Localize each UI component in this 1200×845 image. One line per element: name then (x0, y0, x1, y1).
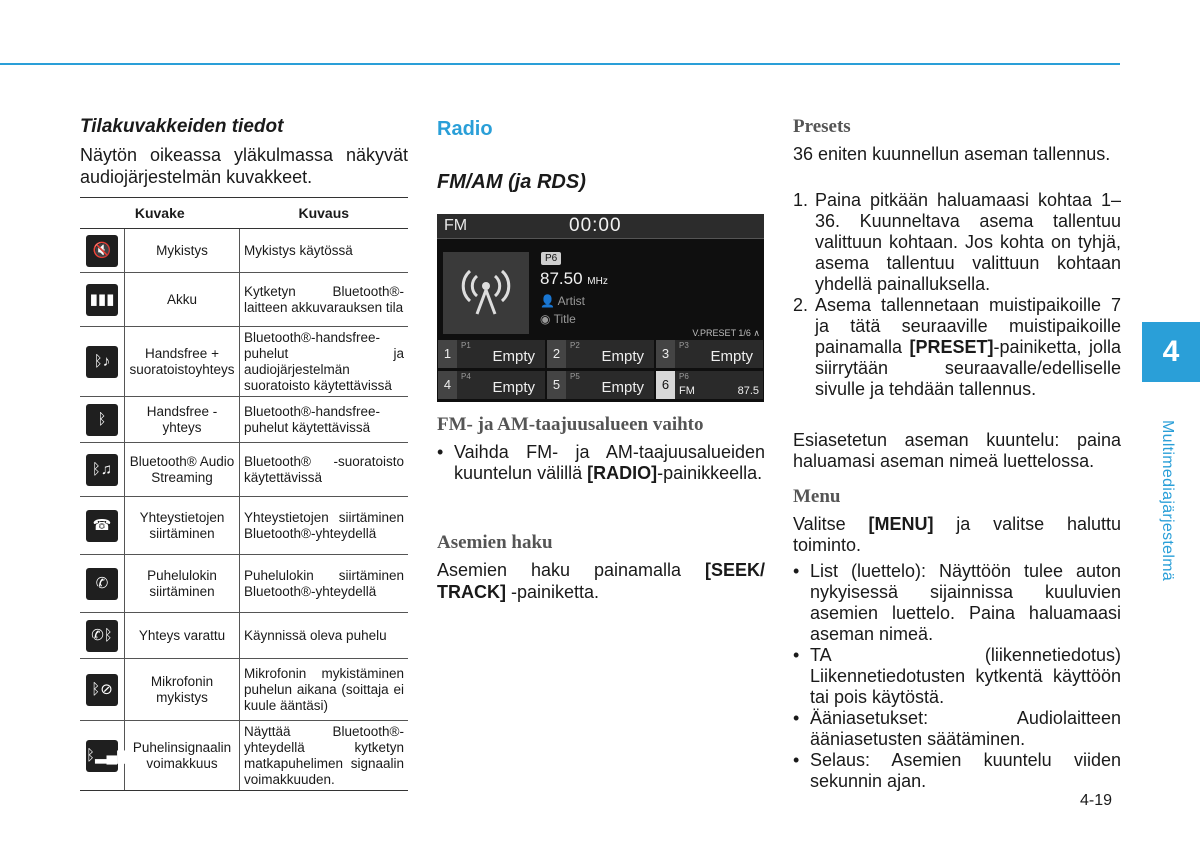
presets-steps (793, 190, 1121, 400)
preset-number: 6 (656, 371, 675, 399)
step-number: 2. (793, 295, 809, 315)
table-row (80, 327, 408, 397)
menu-items-list (793, 561, 1121, 792)
battery-icon: ▮▮▮ (86, 284, 118, 316)
row-name: Handsfree -yhteys (125, 397, 240, 443)
preset-label: Empty (710, 348, 753, 365)
title-line (540, 312, 576, 326)
radio-key: [RADIO] (587, 463, 658, 483)
row-desc: Yhteystietojen siirtäminen Bluetooth®-yhteydellä (240, 497, 409, 555)
person-icon: 👤 (540, 294, 555, 308)
preset-number: 5 (547, 371, 566, 399)
list-item: • Selaus: Asemien kuuntelu viiden sekunnin ajan. (793, 750, 1121, 792)
bluetooth-audio-icon: ᛒ♫ (86, 454, 118, 486)
presets-heading: Presets (793, 116, 851, 137)
chapter-label: Multimediajärjestelmä (1159, 420, 1176, 582)
preset-button-4[interactable] (438, 371, 545, 399)
row-desc: Mykistys käytössä (240, 229, 409, 273)
title-text: Title (553, 312, 576, 326)
preset-label: Empty (492, 348, 535, 365)
preset-code: P3 (679, 341, 689, 350)
row-name: Puhelulokin siirtäminen (125, 555, 240, 613)
status-icons-intro: Näytön oikeassa yläkulmassa näkyvät audiojärjestelmän kuvakkeet. (80, 145, 408, 187)
row-desc: Käynnissä oleva puhelu (240, 613, 409, 659)
preset-number: 2 (547, 340, 566, 368)
menu-key: [MENU] (868, 514, 934, 534)
table-row (80, 555, 408, 613)
band-label: FM (444, 217, 468, 234)
radio-heading: Radio (437, 118, 493, 140)
seek-track-key: [SEEK/ TRACK] (437, 560, 765, 602)
contacts-transfer-icon: ☎ (86, 510, 118, 542)
row-name: Yhteystietojen siirtäminen (125, 497, 240, 555)
preset-label: Empty (601, 348, 644, 365)
preset-button-3[interactable] (656, 340, 763, 368)
preset-label: Empty (492, 379, 535, 396)
fm-am-subheading: FM/AM (ja RDS) (437, 171, 586, 193)
list-item (793, 295, 1121, 400)
search-text: Asemien haku painamalla (437, 560, 705, 580)
row-desc: Puhelulokin siirtäminen Bluetooth®-yhteydellä (240, 555, 409, 613)
band-switch-list (437, 442, 765, 484)
table-row (80, 443, 408, 497)
table-header-icon: Kuvake (80, 198, 240, 229)
table-row (80, 613, 408, 659)
mic-mute-icon: ᛒ⊘ (86, 674, 118, 706)
row-desc: Kytketyn Bluetooth®-laitteen akkuvarauksen tila (240, 273, 409, 327)
preset-button-6[interactable] (656, 371, 763, 399)
table-row (80, 397, 408, 443)
preset-number: 1 (438, 340, 457, 368)
preset-code: P2 (570, 341, 580, 350)
preset-code: P4 (461, 372, 471, 381)
table-header-desc: Kuvaus (240, 198, 409, 229)
frequency-unit: MHz (587, 276, 608, 287)
status-icons-heading: Tilakuvakkeiden tiedot (80, 116, 284, 137)
bullet-text: Vaihda FM- ja AM-taajuusalueiden kuuntelun välillä (454, 442, 765, 483)
frequency-display (540, 269, 608, 289)
menu-intro (793, 514, 1121, 556)
row-name: Mikrofonin mykistys (125, 659, 240, 721)
menu-text: ja valitse haluttu toiminto. (793, 514, 1121, 555)
step-text: Asema tallennetaan muistipaikoille 7 ja tätä seuraaville muistipaikoille painamalla (815, 295, 1121, 357)
preset-button-2[interactable] (547, 340, 654, 368)
frequency-value: 87.50 (540, 269, 583, 288)
album-art (443, 252, 529, 334)
bluetooth-handsfree-icon: ᛒ (86, 404, 118, 436)
presets-intro: 36 eniten kuunnellun aseman tallennus. (793, 144, 1111, 164)
preset-label: Empty (601, 379, 644, 396)
preset-button-1[interactable] (438, 340, 545, 368)
preset-button-5[interactable] (547, 371, 654, 399)
table-row (80, 229, 408, 273)
list-item: • List (luettelo): Näyttöön tulee auton nykyisessä sijainnissa kuuluvien asemien luettelo. Paina haluamaasi aseman nimeä. (793, 561, 1121, 645)
preset-number: 4 (438, 371, 457, 399)
mute-icon: 🔇 (86, 235, 118, 267)
artist-line (540, 294, 585, 308)
table-row (80, 273, 408, 327)
row-desc: Bluetooth® -suoratoisto käytettävissä (240, 443, 409, 497)
preset-number: 3 (656, 340, 675, 368)
row-name: Puhelinsignaalin voimakkuus (125, 721, 240, 791)
title-icon: ◉ (540, 312, 551, 326)
preset-frequency: 87.5 (737, 385, 759, 397)
status-icons-section (80, 116, 408, 188)
menu-heading: Menu (793, 486, 841, 507)
station-search-text (437, 559, 765, 603)
list-item: • TA (liikennetiedotus) Liikennetiedotusten kytkentä käyttöön tai pois käytöstä. (793, 645, 1121, 708)
status-icons-table (80, 197, 408, 791)
station-search-heading: Asemien haku (437, 532, 553, 553)
row-desc: Mikrofonin mykistäminen puhelun aikana (soittaja ei kuule ääntäsi) (240, 659, 409, 721)
table-row (80, 721, 408, 791)
bullet-text: -painikkeella. (657, 463, 763, 483)
clock: 00:00 (569, 215, 622, 236)
preset-code: P1 (461, 341, 471, 350)
row-name: Bluetooth® Audio Streaming (125, 443, 240, 497)
menu-text: Valitse (793, 514, 869, 534)
screen-header (437, 214, 764, 239)
preset-label: FM (679, 385, 695, 397)
search-text: -painiketta. (506, 582, 600, 602)
bluetooth-handsfree-audio-icon: ᛒ♪ (86, 346, 118, 378)
band-switch-heading: FM- ja AM-taajuusalueen vaihto (437, 414, 704, 435)
table-row (80, 659, 408, 721)
table-header-row (80, 198, 408, 229)
preset-page-indicator[interactable]: V.PRESET 1/6 ∧ (692, 328, 760, 338)
radio-screen (437, 214, 764, 402)
line-busy-icon: ✆ᛒ (86, 620, 118, 652)
preset-code: P5 (570, 372, 580, 381)
row-desc: Bluetooth®-handsfree-puhelut ja audiojärjestelmän suoratoisto käytettävissä (240, 327, 409, 397)
row-name: Handsfree + suoratoistoyhteys (125, 327, 240, 397)
preset-code: P6 (679, 372, 689, 381)
step-text: -painiketta, jolla siirrytään seuraavalle/edelliselle sivulle ja tehdään tallennus. (815, 337, 1121, 399)
page-number: 4-19 (1080, 792, 1113, 809)
table-row (80, 497, 408, 555)
preset-grid (437, 340, 764, 402)
call-log-transfer-icon: ✆ (86, 568, 118, 600)
current-preset-badge: P6 (541, 252, 561, 265)
preset-key: [PRESET] (909, 337, 994, 357)
step-text: Paina pitkään haluamaasi kohtaa 1–36. Kuunneltava asema tallentuu valittuun kohtaan. Jos kohta on tyhjä, asema tallentuu valittuun kohtaan yhdellä painalluksella. (815, 190, 1121, 294)
row-desc: Bluetooth®-handsfree-puhelut käytettävissä (240, 397, 409, 443)
row-name: Mykistys (125, 229, 240, 273)
chapter-tab: 4 (1142, 322, 1200, 382)
row-desc: Näyttää Bluetooth®-yhteydellä kytketyn matkapuhelimen signaalin voimakkuuden. (240, 721, 409, 791)
list-item: • Ääniasetukset: Audiolaitteen ääniasetusten säätäminen. (793, 708, 1121, 750)
step-number: 1. (793, 190, 809, 210)
preset-listen-text: Esiasetetun aseman kuuntelu: paina haluamasi aseman nimeä luettelossa. (793, 430, 1121, 471)
list-item (437, 442, 765, 484)
row-name: Akku (125, 273, 240, 327)
row-name: Yhteys varattu (125, 613, 240, 659)
top-rule (0, 63, 1120, 65)
signal-strength-icon: ᛒ▂▄▆ (86, 740, 118, 772)
list-item (793, 190, 1121, 295)
radio-antenna-icon (461, 268, 511, 318)
artist-text: Artist (557, 294, 585, 308)
